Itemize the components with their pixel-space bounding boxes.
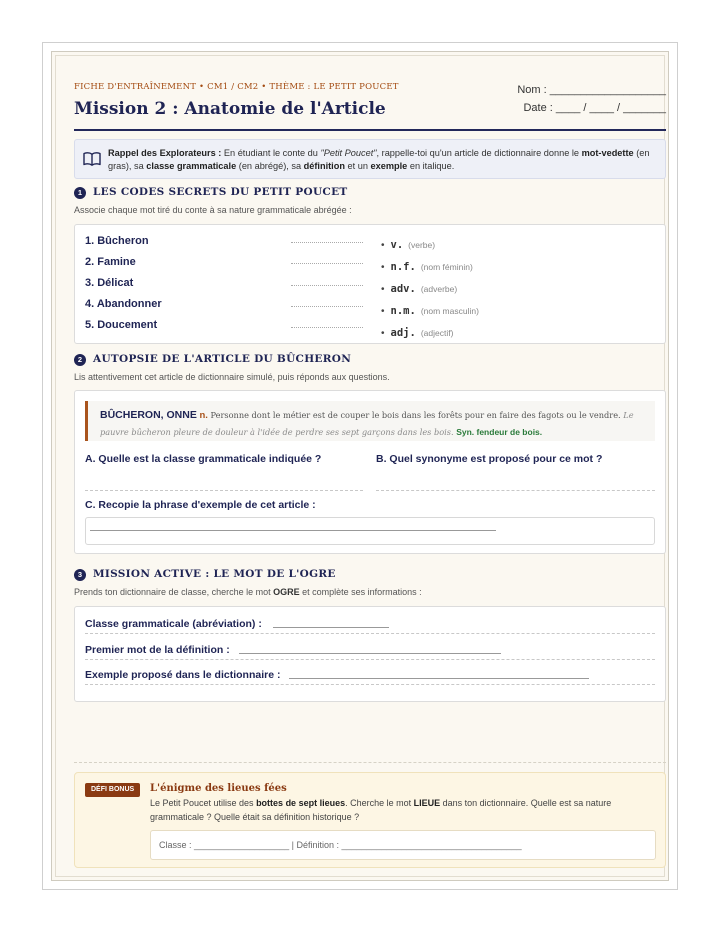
- section-title: MISSION ACTIVE : LE MOT DE L'OGRE: [93, 568, 336, 580]
- class-answer-line[interactable]: [273, 627, 389, 628]
- abbreviation-item: • n.m. (nom masculin): [381, 305, 479, 317]
- abbreviation-item: • v. (verbe): [381, 239, 436, 251]
- bonus-title: L'énigme des lieues fées: [150, 783, 287, 794]
- abbreviation-item: • n.f. (nom féminin): [381, 261, 473, 273]
- article-synonym: Syn. fendeur de bois.: [456, 427, 543, 437]
- divider: [74, 762, 666, 763]
- article-definition: Personne dont le métier est de couper le bois dans les forêts pour en faire des fagots ou le vendre.: [210, 410, 621, 420]
- matching-box: [74, 224, 666, 344]
- dictionary-article: [85, 401, 655, 441]
- match-line[interactable]: [291, 327, 363, 328]
- article-example: Le pauvre bûcheron pleure de douleur à l'idée de perdre ses sept garçons dans les bois.: [100, 410, 634, 437]
- word-item: 5. Doucement: [85, 319, 158, 331]
- match-line[interactable]: [291, 242, 363, 243]
- page-frame: [51, 51, 669, 881]
- section-number: 2: [74, 354, 86, 366]
- article-box: [74, 390, 666, 554]
- answer-c-box[interactable]: [85, 517, 655, 545]
- bonus-answer-box[interactable]: [150, 830, 656, 860]
- header: [74, 77, 666, 129]
- word-item: 2. Famine: [85, 256, 136, 268]
- field-label-class: Classe grammaticale (abréviation) :: [85, 618, 262, 630]
- field-label-example: Exemple proposé dans le dictionnaire :: [85, 669, 281, 681]
- section-2-instructions: Lis attentivement cet article de dictionnaire simulé, puis réponds aux questions.: [74, 372, 390, 382]
- example-answer-line[interactable]: [289, 678, 589, 679]
- name-field[interactable]: Nom : ___________________: [517, 84, 666, 96]
- match-line[interactable]: [291, 306, 363, 307]
- bonus-box: [74, 772, 666, 868]
- section-number: 3: [74, 569, 86, 581]
- bonus-badge: DÉFI BONUS: [85, 783, 140, 797]
- question-a: A. Quelle est la classe grammaticale indiquée ?: [85, 453, 322, 465]
- page-title: Mission 2 : Anatomie de l'Article: [74, 99, 386, 119]
- match-line[interactable]: [291, 285, 363, 286]
- bonus-text: Le Petit Poucet utilise des bottes de sept lieues. Cherche le mot LIEUE dans ton dictionnaire. Quelle est sa nature grammaticale ? Quelle était sa définition historique ?: [150, 798, 612, 822]
- abbreviation-item: • adv. (adverbe): [381, 283, 458, 295]
- header-rule: [74, 129, 666, 131]
- reminder-box: [74, 139, 666, 179]
- question-c: C. Recopie la phrase d'exemple de cet article :: [85, 499, 316, 511]
- section-title: AUTOPSIE DE L'ARTICLE DU BÛCHERON: [93, 353, 352, 365]
- article-headword: BÛCHERON, ONNE: [100, 409, 197, 421]
- book-icon: [83, 151, 101, 167]
- abbreviation-item: • adj. (adjectif): [381, 327, 454, 339]
- field-label-first-word: Premier mot de la définition :: [85, 644, 230, 656]
- question-b: B. Quel synonyme est proposé pour ce mot ?: [376, 453, 603, 465]
- bonus-answer-prompt: Classe : ___________________ | Définition : ____________________________________: [159, 840, 522, 850]
- section-number: 1: [74, 187, 86, 199]
- word-item: 4. Abandonner: [85, 298, 162, 310]
- article-class: n.: [199, 410, 208, 421]
- word-item: 3. Délicat: [85, 277, 134, 289]
- header-kicker: FICHE D'ENTRAÎNEMENT • CM1 / CM2 • THÈME : LE PETIT POUCET: [74, 82, 399, 92]
- date-field[interactable]: Date : ____ / ____ / _______: [523, 102, 666, 114]
- match-line[interactable]: [291, 263, 363, 264]
- first-word-answer-line[interactable]: [239, 653, 501, 654]
- reminder-text: Rappel des Explorateurs : En étudiant le conte du "Petit Poucet", rappelle-toi qu'un article de dictionnaire donne le mot-vedette (en gras), sa classe grammaticale (en abrégé), sa définition et un exemple en italique.: [108, 148, 650, 171]
- section-1-instructions: Associe chaque mot tiré du conte à sa nature grammaticale abrégée :: [74, 205, 352, 215]
- worksheet-page: [42, 42, 678, 890]
- word-item: 1. Bûcheron: [85, 235, 149, 247]
- ogre-form: [74, 606, 666, 702]
- section-3-instructions: Prends ton dictionnaire de classe, cherche le mot OGRE et complète ses informations :: [74, 587, 422, 597]
- answer-b-line[interactable]: [376, 490, 655, 491]
- answer-a-line[interactable]: [85, 490, 363, 491]
- section-title: LES CODES SECRETS DU PETIT POUCET: [93, 186, 348, 198]
